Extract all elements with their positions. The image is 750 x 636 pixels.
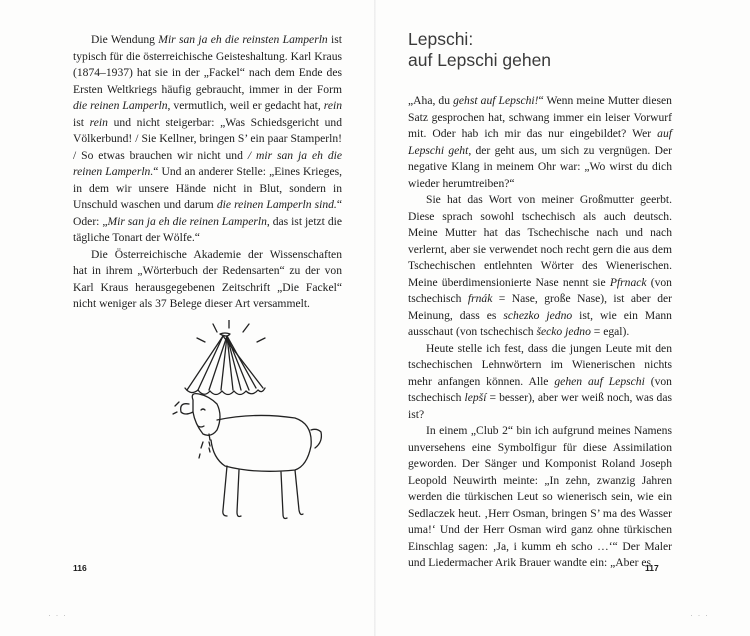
italic-run: die reinen Lamperln sind. xyxy=(216,198,337,211)
right-paragraph-2 xyxy=(408,192,672,341)
italic-run: schezko jedno xyxy=(503,308,573,322)
chapter-title-line-2: auf Lepschi gehen xyxy=(408,50,552,70)
lamb-lampshade-illustration xyxy=(165,320,365,535)
italic-run: die reinen Lamperln xyxy=(73,99,168,112)
chapter-title xyxy=(408,29,672,71)
text-run: “ Wenn meine Mutter diesen Satz gesprochen hat, schwang immer ein leiser Vorwurf mit. Oder hab ich mir das nur eingebildet? Wer xyxy=(408,94,672,140)
italic-run: Mir san ja eh die reinen Lamperln xyxy=(107,214,267,228)
text-run: Heute stelle ich fest, dass die jungen Leute mit den tschechischen Lehnwörtern im Wienerischen nichts mehr anfangen können. Alle xyxy=(408,341,672,388)
text-run: Die Wendung xyxy=(91,33,159,46)
right-page-text xyxy=(408,93,672,572)
left-margin-mark: · · · xyxy=(48,610,67,620)
text-run: Die Österreichische Akademie der Wissenschaften hat in ihrem „Wörterbuch der Redensarten“ zu der von Karl Kraus herausgegebenen Zeitschrift „Die Fackel“ nicht weniger als 37 Belege dieser Art versammelt. xyxy=(73,247,342,310)
italic-run: frnák xyxy=(467,292,493,305)
italic-run: Mir san ja eh die reinsten Lamperln xyxy=(158,33,328,46)
right-page-number: 117 xyxy=(645,563,659,573)
text-run: , der geht aus, um sich zu vergnügen. Der negative Klang in meinem Ohr war: „Wo wirst du dich wieder herumtreiben?“ xyxy=(408,143,672,190)
left-paragraph-2 xyxy=(73,247,342,313)
chapter-title-line-1: Lepschi: xyxy=(408,29,474,49)
left-paragraph-1 xyxy=(73,32,342,247)
text-run: = Nase, große Nase), ist aber der Meinung, dass es xyxy=(408,292,672,322)
right-paragraph-3 xyxy=(408,341,672,424)
text-run: “ Und an anderer Stelle: „Eines Krieges, in dem wir unsere Hände nicht in Blut, sondern in Unschuld waschen und darum xyxy=(73,165,343,211)
text-run: „Aha, du xyxy=(408,94,454,107)
italic-run: lepší xyxy=(464,391,487,404)
italic-run: rein xyxy=(323,99,342,112)
left-page-number: 116 xyxy=(73,563,87,573)
text-run: In einem „Club 2“ bin ich aufgrund meines Namens unversehens eine Symbolfigur für diese Assimilation geworden. Der Sänger und Komponist Roland Joseph Leopold Neuwirth meinte: „In zehn, zwanzig Jahren werden die türkischen Leut so wienerisch sein, wie ein Sedlaczek heut. ‚Herr Osman, bringen S’ ma des Wasser uma!‘ Und der Herr Osman wird ganz ohne türkischen Einschlag sagen: ‚Ja, i kumm eh scho …‘“ Der Maler und Liedermacher Arik Brauer wandte ein: „Aber es xyxy=(408,424,672,569)
italic-run: / mir san ja eh die reinen Lamperln. xyxy=(73,148,342,178)
text-run: , vermutlich, weil er gedacht hat, xyxy=(167,99,324,112)
right-margin-mark: · · · xyxy=(690,610,709,620)
text-run: (von tschechisch xyxy=(408,374,672,404)
text-run: “ Oder: „ xyxy=(73,198,342,228)
text-run: , das ist jetzt die tägliche Tonart der Wölfe.“ xyxy=(73,214,342,244)
book-gutter xyxy=(374,0,376,636)
right-paragraph-4 xyxy=(408,423,672,572)
text-run: Sie hat das Wort von meiner Großmutter geerbt. Diese sprach sowohl tschechisch als auch deutsch. Meine Mutter hat das Tschechische nach und nach verlernt, aber sie verwendet noch recht gern die aus dem Tschechischen entlehnten Wörter des Wienerischen. Meine überdimensionierte Nase nennt sie xyxy=(408,193,672,289)
text-run: und nicht steigerbar: „Was Schiedsgericht und Völkerbund! / Sie Kellner, bringen S’ ein paar Stamperln! / So etwas brauchen wir nicht und xyxy=(73,115,343,162)
italic-run: Pfrnack xyxy=(609,275,647,289)
right-paragraph-1 xyxy=(408,93,672,192)
text-run: ist xyxy=(73,115,90,129)
italic-run: šecko jedno xyxy=(536,325,591,338)
text-run: = egal). xyxy=(590,325,630,338)
italic-run: gehen auf Lepschi xyxy=(554,374,645,388)
text-run: = besser), aber wer weiß noch, was das ist? xyxy=(408,391,672,421)
text-run: ist typisch für die österreichische Geisteshaltung. Karl Kraus (1874–1937) hat sie in der „Fackel“ nach dem Ende des Ersten Weltkriegs häufig gebraucht, immer in der Form xyxy=(73,33,342,96)
italic-run: gehst auf Lepschi! xyxy=(453,94,539,107)
text-run: ist, wie ein Mann ausschaut (von tschechisch xyxy=(408,308,672,338)
italic-run: rein xyxy=(89,115,108,129)
left-page-text xyxy=(73,32,342,313)
text-run: (von tschechisch xyxy=(408,275,672,305)
italic-run: auf Lepschi geht xyxy=(408,127,672,157)
